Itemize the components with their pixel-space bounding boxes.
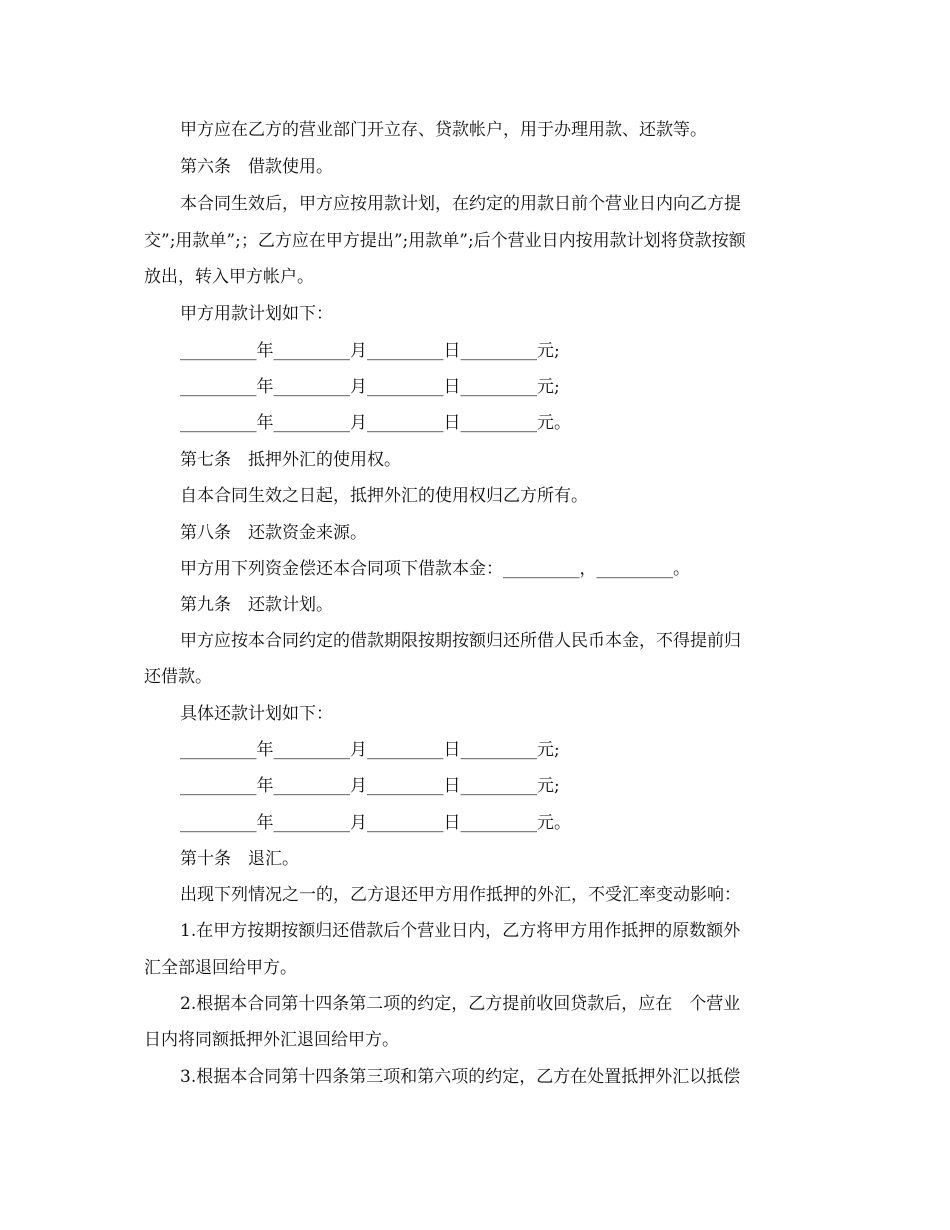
article-6-heading: 第六条 借款使用。 <box>180 157 333 177</box>
article-6-paragraph-line-1: 本合同生效后，甲方应按用款计划，在约定的用款日前个营业日内向乙方提 <box>180 194 741 214</box>
drawdown-plan-intro: 甲方用款计划如下： <box>180 304 333 324</box>
refund-item-3-line-1: 3.根据本合同第十四条第三项和第六项的约定，乙方在处置抵押外汇以抵偿 <box>180 1067 741 1087</box>
refund-item-2-line-2: 日内将同额抵押外汇退回给甲方。 <box>144 1030 399 1050</box>
article-10-intro: 出现下列情况之一的，乙方退还甲方用作抵押的外汇，不受汇率变动影响： <box>180 885 741 905</box>
refund-item-1-line-2: 汇全部退回给甲方。 <box>144 958 297 978</box>
article-8-heading: 第八条 还款资金来源。 <box>180 523 367 543</box>
article-7-heading: 第七条 抵押外汇的使用权。 <box>180 450 401 470</box>
refund-item-2-line-1: 2.根据本合同第十四条第二项的约定，乙方提前收回贷款后，应在 个营业 <box>180 994 741 1014</box>
repayment-plan-row: _________年_________月_________日_________元; <box>180 776 560 796</box>
repayment-plan-row: _________年_________月_________日_________元。 <box>180 813 571 833</box>
drawdown-plan-row: _________年_________月_________日_________元; <box>180 377 560 397</box>
paragraph-account-opening: 甲方应在乙方的营业部门开立存、贷款帐户，用于办理用款、还款等。 <box>180 120 707 140</box>
article-10-heading: 第十条 退汇。 <box>180 849 299 869</box>
article-9-paragraph-line-2: 还借款。 <box>144 667 212 687</box>
article-8-paragraph: 甲方用下列资金偿还本合同项下借款本金：_________，_________。 <box>180 559 690 579</box>
article-9-paragraph-line-1: 甲方应按本合同约定的借款期限按期按额归还所借人民币本金，不得提前归 <box>180 631 741 651</box>
article-6-paragraph-line-2: 交”;用款单”;；乙方应在甲方提出”;用款单”;后个营业日内按用款计划将贷款按额 <box>144 231 746 251</box>
article-7-paragraph: 自本合同生效之日起，抵押外汇的使用权归乙方所有。 <box>180 486 588 506</box>
repayment-plan-intro: 具体还款计划如下： <box>180 704 333 724</box>
refund-item-1-line-1: 1.在甲方按期按额归还借款后个营业日内，乙方将甲方用作抵押的原数额外 <box>180 921 741 941</box>
article-9-heading: 第九条 还款计划。 <box>180 595 333 615</box>
article-6-paragraph-line-3: 放出，转入甲方帐户。 <box>144 267 314 287</box>
drawdown-plan-row: _________年_________月_________日_________元。 <box>180 413 571 433</box>
drawdown-plan-row: _________年_________月_________日_________元; <box>180 341 560 361</box>
repayment-plan-row: _________年_________月_________日_________元; <box>180 740 560 760</box>
